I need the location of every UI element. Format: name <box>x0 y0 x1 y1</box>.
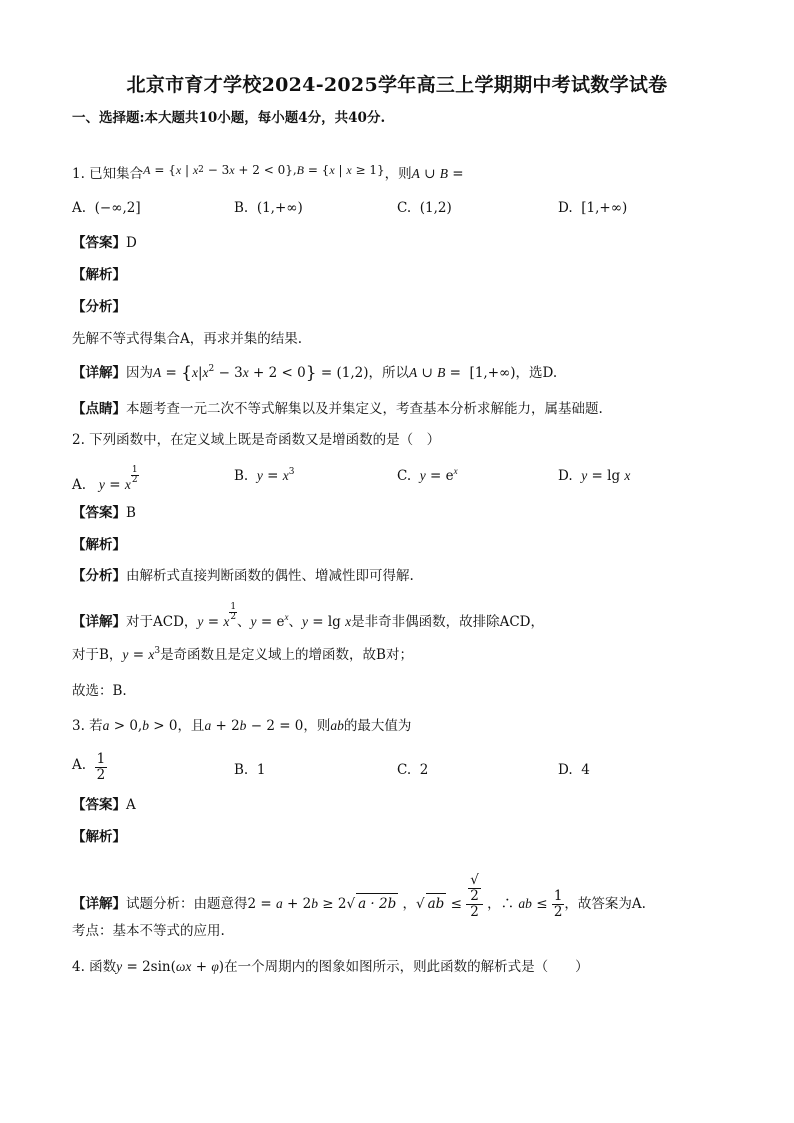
q2-fenxi: 【分析】由解析式直接判断函数的偶性、增减性即可得解. <box>72 568 414 584</box>
question-2-stem: 2. 下列函数中，在定义域上既是奇函数又是增函数的是（ ） <box>72 432 441 448</box>
q3-analysis-label: 【解析】 <box>72 829 126 845</box>
q2-option-b: B. $y = x^3$ <box>234 467 295 484</box>
q2-analysis-label: 【解析】 <box>72 537 126 553</box>
q2-detail: 【详解】对于ACD，y = x $\frac{1}{2}$ 、$y = e^x$、y = lg x是非奇非偶函数，故排除ACD， <box>72 602 544 630</box>
q3-option-b: B. 1 <box>234 762 266 778</box>
q1-analysis-label: 【解析】 <box>72 267 126 283</box>
q1-option-a: A. (−∞,2] <box>72 200 141 216</box>
q1-detail: 【详解】因为$A = \{x|x^2 - 3x + 2 < 0\} = (1,2)$，所以A ∪ B = [1,+∞)，选D. <box>72 363 558 383</box>
q2-option-d: D. y = lg x <box>558 468 631 484</box>
page-title: 北京市育才学校2024-2025学年高三上学期期中考试数学试卷 <box>126 74 668 96</box>
q1-fenxi-label: 【分析】 <box>72 299 126 315</box>
q3-answer: 【答案】A <box>72 797 136 813</box>
question-4-stem: 4. 函数y = 2sin(ωx + φ)在一个周期内的图象如图所示，则此函数的解析式是（ ） <box>72 959 589 975</box>
q1-option-c: C. (1,2) <box>397 200 452 216</box>
q2-answer: 【答案】B <box>72 505 136 521</box>
q1-option-b: B. (1,+∞) <box>234 200 303 216</box>
section-heading: 一、选择题:本大题共10小题，每小题4分，共40分. <box>72 110 386 126</box>
q2-option-c: C. $y = e^x$ <box>397 466 458 484</box>
q3-detail: 【详解】试题分析：由题意得2 = a + 2b ≥ 2√ a · 2b ，√ ab ≤ √ 2 2 ，∴ ab ≤ $\frac{1}{2}$ ，故答案为A. <box>72 872 646 920</box>
q1-option-d: D. [1,+∞) <box>558 200 628 216</box>
q1-fenxi-text: 先解不等式得集合A，再求并集的结果. <box>72 331 303 347</box>
q2-option-a: A. y = x $\frac{1}{2}$ <box>72 465 138 493</box>
question-1-stem: 1. 已知集合A = {x | $x^2 - 3x + 2 < 0\},B = \{x$ | x ≥ 1}，则A ∪ B = <box>72 163 464 182</box>
q2-conclusion: 故选：B. <box>72 683 127 699</box>
question-3-stem: 3. 若a > 0,b > 0，且a + 2b − 2 = 0，则ab的最大值为 <box>72 718 412 734</box>
q3-option-d: D. 4 <box>558 762 590 778</box>
q2-detail-b: 对于B，$y = x^3$是奇函数且是定义域上的增函数，故B对； <box>72 646 413 663</box>
q3-option-c: C. 2 <box>397 762 429 778</box>
q3-option-a: A. $\frac{1}{2}$ <box>72 751 106 783</box>
q3-kaodian: 考点：基本不等式的应用. <box>72 923 225 939</box>
q1-comment: 【点睛】本题考查一元二次不等式解集以及并集定义，考查基本分析求解能力，属基础题. <box>72 401 603 417</box>
q1-answer: 【答案】D <box>72 235 137 251</box>
